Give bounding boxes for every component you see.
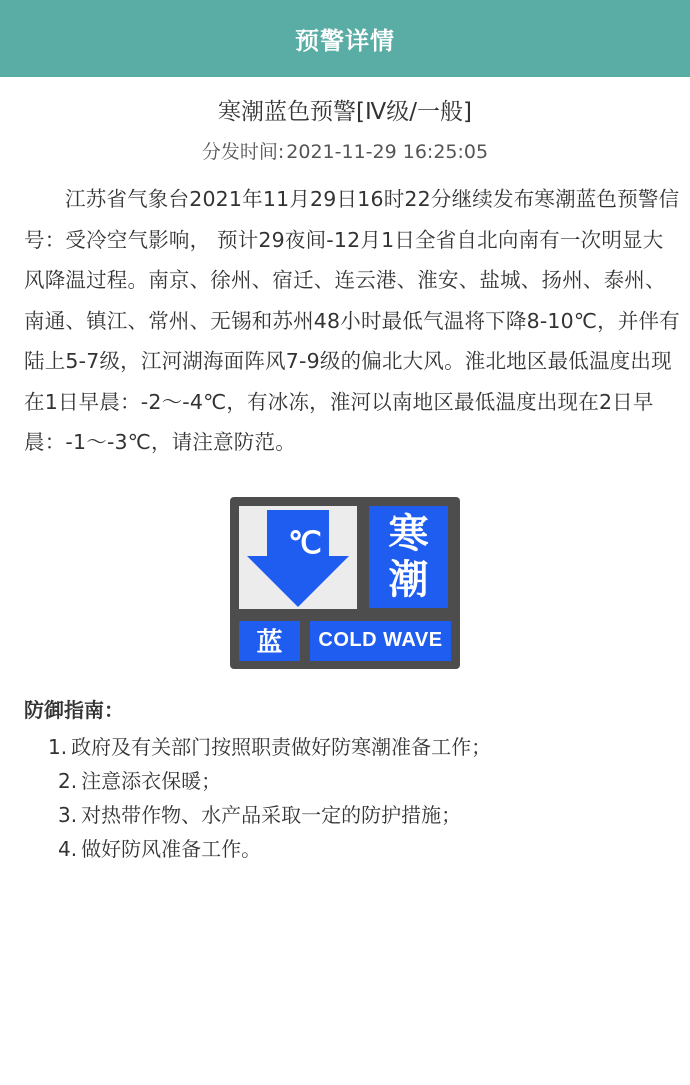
guide-list bbox=[0, 730, 690, 866]
guide-item bbox=[0, 798, 690, 832]
guide-item bbox=[0, 764, 690, 798]
page-header bbox=[0, 0, 690, 77]
guide-item-text: 对热带作物、水产品采取一定的防护措施； bbox=[81, 802, 462, 827]
guide-item bbox=[0, 832, 690, 866]
guide-item-text: 政府及有关部门按照职责做好防寒潮准备工作； bbox=[71, 734, 492, 759]
guide-item-number: 3. bbox=[58, 802, 78, 827]
signal-name-char-1: 寒 bbox=[388, 510, 429, 557]
page-title: 预警详情 bbox=[295, 27, 395, 55]
signal-level-box: 蓝 bbox=[239, 621, 300, 661]
guide-item-text: 注意添衣保暖； bbox=[81, 768, 222, 793]
issue-time bbox=[0, 139, 690, 165]
issue-time-value: 2021-11-29 16:25:05 bbox=[286, 141, 489, 163]
signal-name-char-2: 潮 bbox=[388, 556, 429, 603]
signal-name-box bbox=[367, 504, 450, 610]
degree-symbol: ℃ bbox=[288, 526, 322, 560]
temperature-panel bbox=[239, 506, 357, 609]
issue-time-label: 分发时间: bbox=[201, 141, 285, 163]
guide-item-number: 1. bbox=[48, 734, 68, 759]
guide-item-number: 2. bbox=[58, 768, 78, 793]
guide-item bbox=[0, 730, 690, 764]
signal-english-label: COLD WAVE bbox=[310, 621, 451, 661]
warning-content: 江苏省气象台2021年11月29日16时22分继续发布寒潮蓝色预警信号：受冷空气影响， 预计29夜间-12月1日全省自北向南有一次明显大风降温过程。南京、徐州、宿迁、连云港、淮安、盐城、扬州、泰州、南通、镇江、常州、无锡和苏州48小时最低气温将下降8-10℃，并伴有陆上5-7级，江河湖海面阵风7-9级的偏北大风。淮北地区最低温度出现在1日早晨：-2～-4℃，有冰冻，淮河以南地区最低温度出现在2日早晨：-1～-3℃，请注意防范。 bbox=[24, 187, 680, 454]
warning-title: 寒潮蓝色预警[Ⅳ级/一般] bbox=[218, 99, 472, 125]
signal-image-wrap bbox=[0, 497, 690, 669]
guide-title: 防御指南： bbox=[24, 697, 124, 722]
guide-item-text: 做好防风准备工作。 bbox=[81, 836, 262, 861]
guide-item-number: 4. bbox=[58, 836, 78, 861]
cold-wave-blue-signal-icon bbox=[230, 497, 460, 669]
